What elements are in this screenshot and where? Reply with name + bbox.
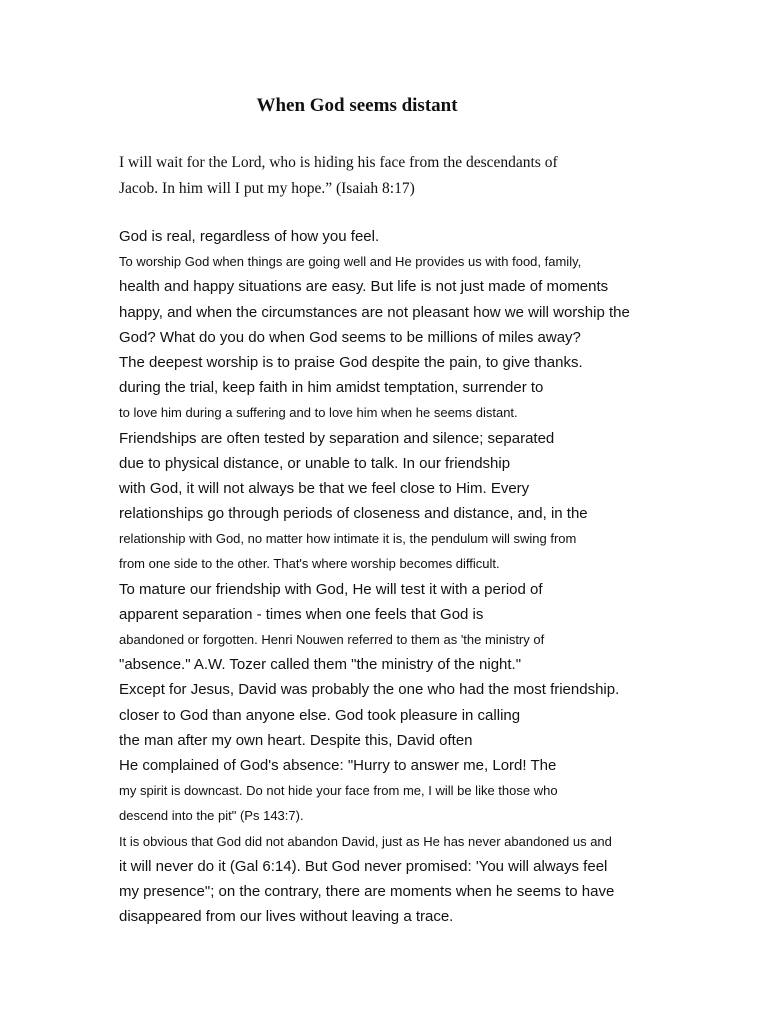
body-line: descend into the pit" (Ps 143:7). [119,808,304,824]
body-line: with God, it will not always be that we feel close to Him. Every [119,479,530,497]
body-line: health and happy situations are easy. But life is not just made of moments [119,278,609,296]
body-line: the man after my own heart. Despite this, David often [119,731,473,749]
body-line: due to physical distance, or unable to talk. In our friendship [119,454,511,472]
body-line: during the trial, keep faith in him amidst temptation, surrender to [119,379,544,397]
body-line: He complained of God's absence: "Hurry to answer me, Lord! The [119,756,557,774]
body-line: abandoned or forgotten. Henri Nouwen referred to them as 'the ministry of [119,632,545,647]
body-line: Friendships are often tested by separation and silence; separated [119,429,555,447]
body-line: relationships go through periods of closeness and distance, and, in the [119,505,588,523]
epigraph-line: I will wait for the Lord, who is hiding his face from the descendants of [119,154,558,171]
body-line: "absence." A.W. Tozer called them "the ministry of the night." [119,656,522,674]
body-line: closer to God than anyone else. God took pleasure in calling [119,706,521,724]
body-line: To mature our friendship with God, He will test it with a period of [119,580,543,598]
body-text [119,224,739,929]
body-line: God? What do you do when God seems to be millions of miles away? [119,328,581,346]
body-line: disappeared from our lives without leaving a trace. [119,908,454,926]
body-line: my spirit is downcast. Do not hide your face from me, I will be like those who [119,783,558,799]
body-line: my presence"; on the contrary, there are moments when he seems to have [119,882,615,900]
body-line: To worship God when things are going well and He provides us with food, family, [119,254,582,270]
body-line: apparent separation - times when one feels that God is [119,605,484,623]
epigraph-line: Jacob. In him will I put my hope.” (Isaiah 8:17) [119,180,415,197]
epigraph-quote [119,150,719,202]
body-line: The deepest worship is to praise God despite the pain, to give thanks. [119,353,583,371]
body-line: from one side to the other. That's where worship becomes difficult. [119,556,500,572]
body-line: to love him during a suffering and to love him when he seems distant. [119,405,518,421]
body-line: relationship with God, no matter how intimate it is, the pendulum will swing from [119,531,577,547]
body-line: It is obvious that God did not abandon David, just as He has never abandoned us and [119,833,612,849]
body-line: it will never do it (Gal 6:14). But God never promised: 'You will always feel [119,857,608,875]
body-line: happy, and when the circumstances are not pleasant how we will worship the [119,303,630,321]
body-line: God is real, regardless of how you feel. [119,228,380,245]
body-line: Except for Jesus, David was probably the one who had the most friendship. [119,681,620,699]
document-title: When God seems distant [256,95,458,116]
